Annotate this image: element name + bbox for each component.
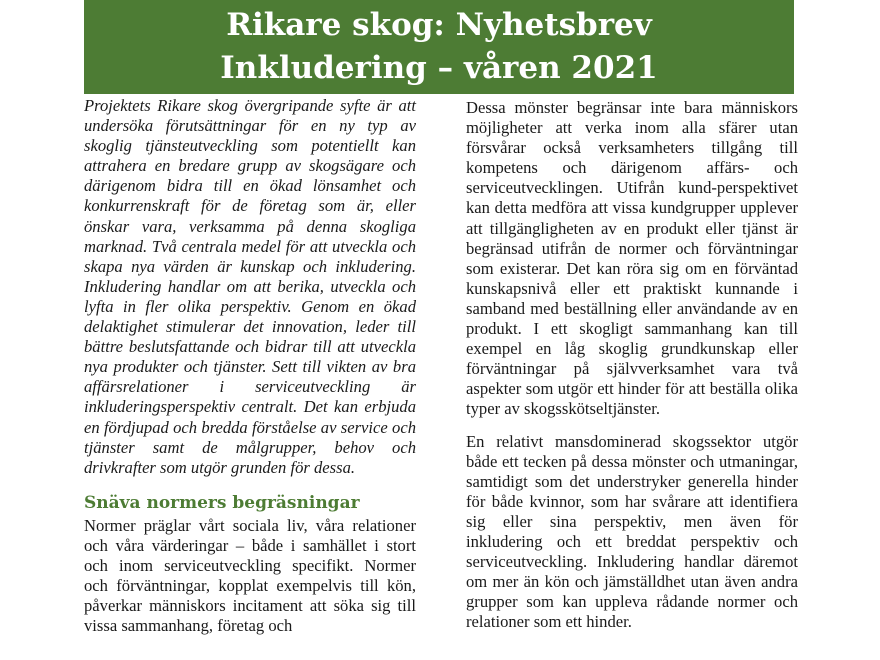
body-paragraph-2: En relativt mansdominerad skogssektor utgör både ett tecken på dessa mönster och utmaningar, samtidigt som det understryker generella hinder för både kvinnor, som har svårare att identifiera sig eller sina perspektiv, men även för inkludering och ett breddat perspektiv och serviceutveckling. Inkludering handlar däremot om mer än kön och jämställdhet utan även andra grupper som kan uppleva rådande normer och relationer som ett hinder. bbox=[466, 431, 798, 632]
newsletter-title: Rikare skog: Nyhetsbrev bbox=[226, 7, 652, 43]
right-column bbox=[466, 98, 798, 632]
body-paragraph-1: Dessa mönster begränsar inte bara människors möjligheter att verka inom alla sfärer utan försvårar också verksamheters tillgång till kompetens och därigenom affärs- och serviceutvecklingen. Utifrån kund-perspektivet kan detta medföra att vissa kundgrupper upplever att tillgängligheten av en produkt eller tjänst är begränsad utifrån de normer och förväntningar som existerar. Det kan röra sig om en förväntad kunskapsnivå eller ett praktiskt kunnande i samband med beställning eller användande av en produkt. I ett skogligt sammanhang kan till exempel en låg skoglig grundkunskap eller förväntningar på självverksamhet vara två aspekter som utgör ett hinder för att beställa olika typer av skogsskötseltjänster. bbox=[466, 98, 798, 419]
newsletter-subtitle: Inkludering – våren 2021 bbox=[220, 50, 658, 86]
intro-paragraph: Projektets Rikare skog övergripande syfte är att undersöka förutsättningar för en ny typ av skoglig tjänsteutveckling som potentiellt kan attrahera en bredare grupp av skogsägare och därigenom bidra till en ökad lönsamhet och konkurrenskraft för de företag som är, eller önskar vara, verksamma på denna skogliga marknad. Två centrala medel för att utveckla och skapa nya värden är kunskap och inkludering. Inkludering handlar om att berika, utveckla och lyfta in fler olika perspektiv. Genom en ökad delaktighet stimulerar det innovation, leder till bättre beslutsfattande och bidrar till att utveckla nya produkter och tjänster. Sett till vikten av bra affärsrelationer i serviceutveckling är inkluderingsperspektiv centralt. Det kan erbjuda en fördjupad och bredda förståelse av service och tjänster samt de målgrupper, behov och drivkrafter som utgör grunden för dessa. bbox=[84, 96, 416, 477]
section-heading: Snäva normers begräsningar bbox=[84, 492, 360, 513]
section-paragraph: Normer präglar vårt sociala liv, våra relationer och våra värderingar – både i samhället i stort och inom serviceutveckling specifikt. Normer och förväntningar, kopplat exempelvis till kön, påverkar människors incitament att söka sig till vissa sammanhang, företag och bbox=[84, 515, 416, 636]
left-column bbox=[84, 96, 416, 636]
newsletter-header bbox=[84, 0, 794, 94]
